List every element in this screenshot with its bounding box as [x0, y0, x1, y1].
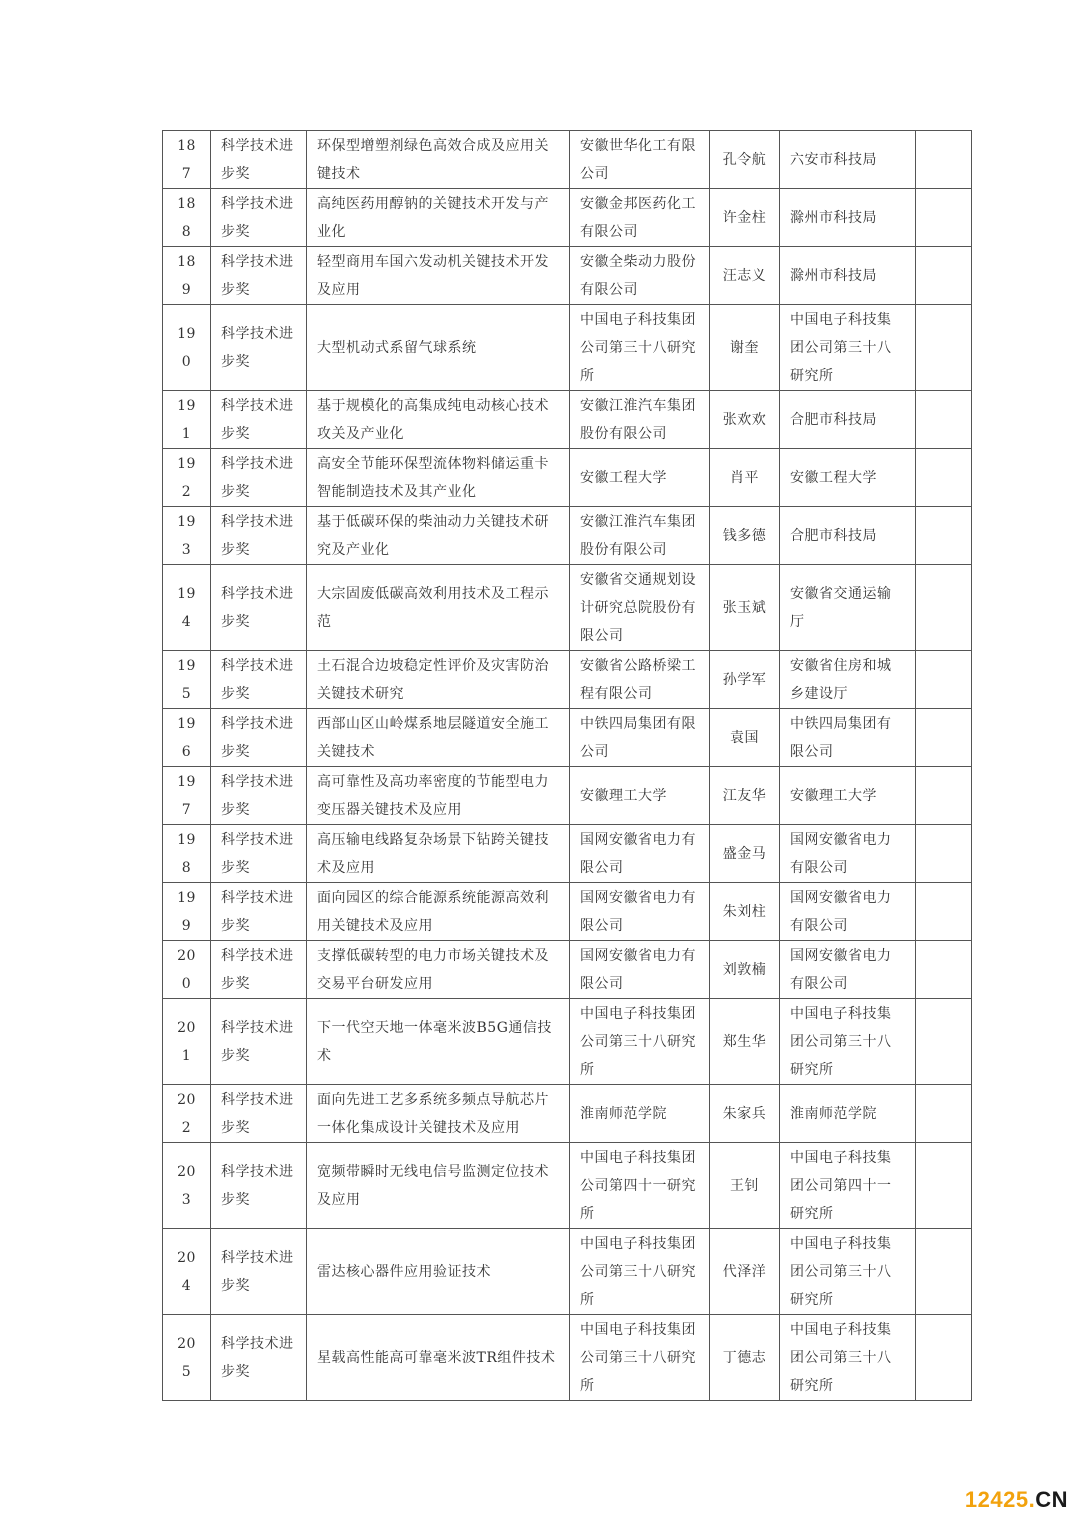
- cell-award-type: 科学技术进步奖: [211, 1085, 307, 1143]
- table-row: [163, 131, 972, 189]
- cell-remark: [916, 767, 972, 825]
- cell-completing-unit: 安徽江淮汽车集团股份有限公司: [570, 507, 710, 565]
- cell-project-name: 大型机动式系留气球系统: [307, 305, 570, 391]
- cell-completing-unit: 中铁四局集团有限公司: [570, 709, 710, 767]
- cell-number: 190: [163, 305, 211, 391]
- cell-remark: [916, 941, 972, 999]
- cell-completer: 代泽洋: [710, 1229, 780, 1315]
- cell-award-type: 科学技术进步奖: [211, 767, 307, 825]
- cell-project-name: 高压输电线路复杂场景下钻跨关键技术及应用: [307, 825, 570, 883]
- cell-completer: 张欢欢: [710, 391, 780, 449]
- cell-nominator: 合肥市科技局: [780, 391, 916, 449]
- cell-project-name: 星载高性能高可靠毫米波TR组件技术: [307, 1315, 570, 1401]
- cell-number: 189: [163, 247, 211, 305]
- cell-completing-unit: 中国电子科技集团公司第三十八研究所: [570, 1229, 710, 1315]
- cell-completer: 谢奎: [710, 305, 780, 391]
- cell-remark: [916, 651, 972, 709]
- cell-number: 198: [163, 825, 211, 883]
- cell-completer: 盛金马: [710, 825, 780, 883]
- cell-completing-unit: 安徽省公路桥梁工程有限公司: [570, 651, 710, 709]
- cell-completing-unit: 中国电子科技集团公司第三十八研究所: [570, 999, 710, 1085]
- cell-remark: [916, 131, 972, 189]
- cell-nominator: 六安市科技局: [780, 131, 916, 189]
- table-row: [163, 1229, 972, 1315]
- cell-remark: [916, 1143, 972, 1229]
- cell-nominator: 中国电子科技集团公司第四十一研究所: [780, 1143, 916, 1229]
- cell-nominator: 滁州市科技局: [780, 189, 916, 247]
- cell-completer: 朱家兵: [710, 1085, 780, 1143]
- cell-nominator: 中国电子科技集团公司第三十八研究所: [780, 1315, 916, 1401]
- cell-project-name: 下一代空天地一体毫米波B5G通信技术: [307, 999, 570, 1085]
- cell-remark: [916, 247, 972, 305]
- cell-award-type: 科学技术进步奖: [211, 825, 307, 883]
- table-row: [163, 189, 972, 247]
- cell-project-name: 高可靠性及高功率密度的节能型电力变压器关键技术及应用: [307, 767, 570, 825]
- cell-nominator: 合肥市科技局: [780, 507, 916, 565]
- cell-project-name: 高纯医药用醇钠的关键技术开发与产业化: [307, 189, 570, 247]
- cell-remark: [916, 305, 972, 391]
- cell-completer: 刘敦楠: [710, 941, 780, 999]
- cell-nominator: 国网安徽省电力有限公司: [780, 883, 916, 941]
- cell-project-name: 雷达核心器件应用验证技术: [307, 1229, 570, 1315]
- cell-completer: 肖平: [710, 449, 780, 507]
- cell-remark: [916, 189, 972, 247]
- cell-remark: [916, 1229, 972, 1315]
- table-row: [163, 651, 972, 709]
- cell-completing-unit: 中国电子科技集团公司第三十八研究所: [570, 1315, 710, 1401]
- cell-remark: [916, 1315, 972, 1401]
- cell-project-name: 面向先进工艺多系统多频点导航芯片一体化集成设计关键技术及应用: [307, 1085, 570, 1143]
- table-row: [163, 1315, 972, 1401]
- cell-award-type: 科学技术进步奖: [211, 449, 307, 507]
- cell-nominator: 淮南师范学院: [780, 1085, 916, 1143]
- cell-nominator: 国网安徽省电力有限公司: [780, 825, 916, 883]
- award-rows: [163, 131, 972, 1401]
- cell-remark: [916, 709, 972, 767]
- table-row: [163, 767, 972, 825]
- cell-nominator: 安徽省住房和城乡建设厅: [780, 651, 916, 709]
- cell-project-name: 面向园区的综合能源系统能源高效利用关键技术及应用: [307, 883, 570, 941]
- cell-number: 200: [163, 941, 211, 999]
- cell-remark: [916, 1085, 972, 1143]
- cell-number: 192: [163, 449, 211, 507]
- cell-number: 194: [163, 565, 211, 651]
- table-row: [163, 247, 972, 305]
- cell-completer: 孙学军: [710, 651, 780, 709]
- cell-project-name: 宽频带瞬时无线电信号监测定位技术及应用: [307, 1143, 570, 1229]
- cell-nominator: 国网安徽省电力有限公司: [780, 941, 916, 999]
- cell-number: 203: [163, 1143, 211, 1229]
- cell-completing-unit: 中国电子科技集团公司第三十八研究所: [570, 305, 710, 391]
- cell-project-name: 大宗固废低碳高效利用技术及工程示范: [307, 565, 570, 651]
- cell-award-type: 科学技术进步奖: [211, 709, 307, 767]
- table-row: [163, 999, 972, 1085]
- cell-completer: 郑生华: [710, 999, 780, 1085]
- cell-number: 187: [163, 131, 211, 189]
- cell-completer: 江友华: [710, 767, 780, 825]
- cell-award-type: 科学技术进步奖: [211, 651, 307, 709]
- cell-project-name: 环保型增塑剂绿色高效合成及应用关键技术: [307, 131, 570, 189]
- cell-award-type: 科学技术进步奖: [211, 305, 307, 391]
- table-row: [163, 825, 972, 883]
- cell-remark: [916, 999, 972, 1085]
- cell-completer: 许金柱: [710, 189, 780, 247]
- cell-remark: [916, 449, 972, 507]
- cell-nominator: 安徽理工大学: [780, 767, 916, 825]
- cell-award-type: 科学技术进步奖: [211, 507, 307, 565]
- cell-award-type: 科学技术进步奖: [211, 1143, 307, 1229]
- cell-number: 201: [163, 999, 211, 1085]
- watermark-suffix: CN: [1035, 1487, 1068, 1512]
- cell-number: 191: [163, 391, 211, 449]
- site-watermark: [965, 1487, 1068, 1513]
- cell-nominator: 中国电子科技集团公司第三十八研究所: [780, 305, 916, 391]
- cell-completing-unit: 中国电子科技集团公司第四十一研究所: [570, 1143, 710, 1229]
- table-row: [163, 1143, 972, 1229]
- cell-nominator: 滁州市科技局: [780, 247, 916, 305]
- table-row: [163, 507, 972, 565]
- cell-award-type: 科学技术进步奖: [211, 565, 307, 651]
- cell-completing-unit: 安徽全柴动力股份有限公司: [570, 247, 710, 305]
- cell-completer: 汪志义: [710, 247, 780, 305]
- cell-project-name: 支撑低碳转型的电力市场关键技术及交易平台研发应用: [307, 941, 570, 999]
- cell-number: 205: [163, 1315, 211, 1401]
- cell-number: 204: [163, 1229, 211, 1315]
- cell-completing-unit: 淮南师范学院: [570, 1085, 710, 1143]
- cell-award-type: 科学技术进步奖: [211, 941, 307, 999]
- cell-completing-unit: 安徽理工大学: [570, 767, 710, 825]
- cell-project-name: 基于低碳环保的柴油动力关键技术研究及产业化: [307, 507, 570, 565]
- cell-award-type: 科学技术进步奖: [211, 883, 307, 941]
- cell-award-type: 科学技术进步奖: [211, 189, 307, 247]
- cell-remark: [916, 825, 972, 883]
- cell-completing-unit: 国网安徽省电力有限公司: [570, 941, 710, 999]
- cell-award-type: 科学技术进步奖: [211, 1229, 307, 1315]
- cell-completing-unit: 安徽世华化工有限公司: [570, 131, 710, 189]
- cell-award-type: 科学技术进步奖: [211, 1315, 307, 1401]
- cell-completer: 孔令航: [710, 131, 780, 189]
- cell-nominator: 中国电子科技集团公司第三十八研究所: [780, 999, 916, 1085]
- cell-nominator: 安徽省交通运输厅: [780, 565, 916, 651]
- watermark-number: 12425: [964, 1487, 1029, 1512]
- cell-project-name: 高安全节能环保型流体物料储运重卡智能制造技术及其产业化: [307, 449, 570, 507]
- cell-award-type: 科学技术进步奖: [211, 131, 307, 189]
- cell-completer: 王钊: [710, 1143, 780, 1229]
- cell-completer: 丁德志: [710, 1315, 780, 1401]
- cell-number: 202: [163, 1085, 211, 1143]
- cell-completing-unit: 安徽江淮汽车集团股份有限公司: [570, 391, 710, 449]
- cell-project-name: 基于规模化的高集成纯电动核心技术攻关及产业化: [307, 391, 570, 449]
- cell-project-name: 轻型商用车国六发动机关键技术开发及应用: [307, 247, 570, 305]
- cell-remark: [916, 565, 972, 651]
- cell-nominator: 安徽工程大学: [780, 449, 916, 507]
- cell-number: 196: [163, 709, 211, 767]
- cell-award-type: 科学技术进步奖: [211, 391, 307, 449]
- cell-nominator: 中铁四局集团有限公司: [780, 709, 916, 767]
- cell-number: 195: [163, 651, 211, 709]
- cell-award-type: 科学技术进步奖: [211, 247, 307, 305]
- cell-completing-unit: 国网安徽省电力有限公司: [570, 883, 710, 941]
- cell-completing-unit: 安徽金邦医药化工有限公司: [570, 189, 710, 247]
- table-row: [163, 565, 972, 651]
- cell-completer: 张玉斌: [710, 565, 780, 651]
- cell-number: 199: [163, 883, 211, 941]
- table-row: [163, 391, 972, 449]
- cell-project-name: 西部山区山岭煤系地层隧道安全施工关键技术: [307, 709, 570, 767]
- cell-project-name: 土石混合边坡稳定性评价及灾害防治关键技术研究: [307, 651, 570, 709]
- cell-award-type: 科学技术进步奖: [211, 999, 307, 1085]
- cell-completing-unit: 安徽工程大学: [570, 449, 710, 507]
- table-row: [163, 1085, 972, 1143]
- cell-completer: 朱刘柱: [710, 883, 780, 941]
- award-list-table: [162, 130, 972, 1401]
- table-row: [163, 305, 972, 391]
- cell-completing-unit: 安徽省交通规划设计研究总院股份有限公司: [570, 565, 710, 651]
- cell-completer: 袁国: [710, 709, 780, 767]
- cell-remark: [916, 391, 972, 449]
- cell-number: 193: [163, 507, 211, 565]
- table-row: [163, 941, 972, 999]
- cell-nominator: 中国电子科技集团公司第三十八研究所: [780, 1229, 916, 1315]
- cell-remark: [916, 507, 972, 565]
- table-row: [163, 709, 972, 767]
- table-row: [163, 449, 972, 507]
- cell-remark: [916, 883, 972, 941]
- cell-number: 188: [163, 189, 211, 247]
- cell-number: 197: [163, 767, 211, 825]
- watermark-dot: .: [1028, 1487, 1036, 1512]
- cell-completing-unit: 国网安徽省电力有限公司: [570, 825, 710, 883]
- cell-completer: 钱多德: [710, 507, 780, 565]
- table-row: [163, 883, 972, 941]
